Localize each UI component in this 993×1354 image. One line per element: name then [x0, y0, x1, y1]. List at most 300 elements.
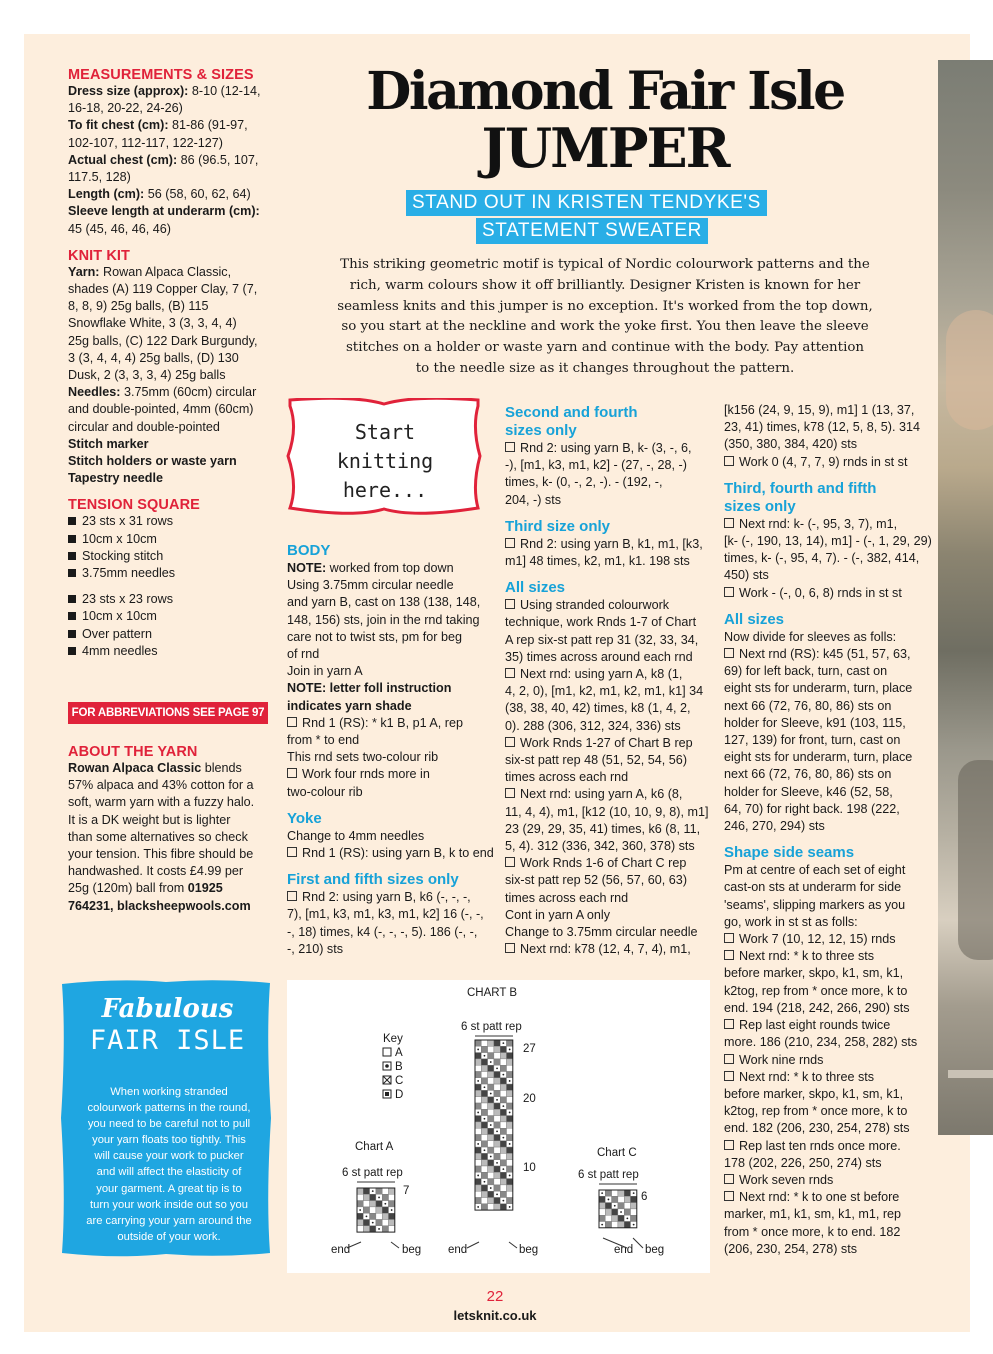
- spec-label: Rowan Alpaca Classic: [68, 761, 202, 775]
- pattern-text: 'seams', slipping markers as you: [724, 897, 906, 912]
- chart-a-row-7: 7: [403, 1185, 410, 1197]
- chart-cell: [494, 1179, 500, 1185]
- chart-cell: [599, 1209, 605, 1215]
- pattern-text: -, 18) times, k4 (-, -, -, 5). 186 (-, -,: [287, 924, 478, 939]
- pointer-line: [509, 1242, 517, 1248]
- pattern-text: Work 7 (10, 12, 12, 15) rnds: [739, 932, 896, 947]
- chart-cell: [500, 1141, 506, 1147]
- chart-cell: [507, 1090, 513, 1096]
- checkbox-step: [724, 1069, 946, 1086]
- title-line-2: JUMPER: [481, 116, 729, 180]
- pointer-line: [633, 1238, 643, 1248]
- chart-cell: [500, 1116, 506, 1122]
- chart-cell: [618, 1222, 624, 1228]
- chart-dot: [502, 1200, 504, 1202]
- tension-text: 4mm needles: [82, 643, 158, 658]
- chart-cell: [488, 1141, 494, 1147]
- spec-label: Sleeve length at underarm (cm):: [68, 204, 260, 219]
- spec-line: [68, 419, 278, 436]
- key-swatch-a: [383, 1048, 391, 1056]
- chart-cell: [507, 1135, 513, 1141]
- chart-dot: [496, 1193, 498, 1195]
- chart-cell: [488, 1179, 494, 1185]
- charts-svg: [287, 980, 710, 1273]
- chart-cell: [631, 1209, 637, 1215]
- pattern-text: 69) for left back, turn, cast on: [724, 664, 888, 679]
- pointer-line: [467, 1242, 479, 1248]
- spec-line: [68, 203, 278, 220]
- pattern-text: worked from top down: [326, 561, 454, 575]
- pattern-text: Change to 4mm needles: [287, 828, 425, 843]
- chart-cell: [500, 1046, 506, 1052]
- chart-cell: [475, 1122, 481, 1128]
- section-heading: All sizes: [724, 610, 785, 628]
- spec-label: To fit chest (cm):: [68, 118, 169, 133]
- spec-value: handwashed. It costs £4.99 per: [68, 864, 244, 879]
- chart-cell: [370, 1201, 376, 1207]
- spec-line: [68, 384, 278, 401]
- chart-cell: [612, 1196, 618, 1202]
- chart-cell: [507, 1147, 513, 1153]
- pattern-text: 450) sts: [724, 568, 769, 583]
- chart-cell: [475, 1065, 481, 1071]
- spec-value: circular and double-pointed: [68, 419, 220, 434]
- section-heading: sizes only: [724, 497, 796, 515]
- spec-value: 8-10 (12-14,: [188, 84, 261, 98]
- chart-cell: [507, 1053, 513, 1059]
- section-heading: BODY: [287, 542, 331, 559]
- pattern-text: Next rnd: * k to three sts: [739, 949, 875, 964]
- pattern-text: end. 182 (206, 230, 254, 278) sts: [724, 1121, 910, 1136]
- chart-dot: [490, 1093, 492, 1095]
- chart-dot: [502, 1168, 504, 1170]
- spec-value: 56 (58, 60, 62, 64): [144, 187, 251, 202]
- tension-item: [68, 513, 278, 530]
- bullet-square-icon: [68, 647, 76, 655]
- spec-line: [68, 152, 278, 169]
- chart-cell: [481, 1059, 487, 1065]
- section-heading: Third size only: [505, 517, 611, 535]
- knit-kit-heading: KNIT KIT: [68, 247, 131, 264]
- pattern-text: Work Rnds 1-6 of Chart C rep: [520, 856, 687, 871]
- pattern-text: [k156 (24, 9, 15, 9), m1] 1 (13, 37,: [724, 403, 915, 417]
- chart-cell: [507, 1097, 513, 1103]
- tension-group-1: [68, 513, 278, 582]
- chart-cell: [507, 1185, 513, 1191]
- bullet-square-icon: [68, 569, 76, 577]
- chart-cell: [494, 1090, 500, 1096]
- chart-cell: [488, 1172, 494, 1178]
- checkbox-icon: [505, 788, 515, 798]
- site-url: letsknit.co.uk: [453, 1308, 537, 1323]
- chart-dot: [359, 1209, 361, 1211]
- intro-line: stitches on a holder or waste yarn and continue with the body. Pay attention: [345, 340, 865, 356]
- chart-cell: [382, 1188, 388, 1194]
- chart-cell: [488, 1160, 494, 1166]
- checkbox-step: [724, 948, 946, 965]
- chart-dot: [502, 1074, 504, 1076]
- chart-cell: [507, 1116, 513, 1122]
- subtitle-line-2: STATEMENT SWEATER: [476, 218, 708, 244]
- spec-line: [68, 333, 278, 350]
- chart-c-row-6: 6: [641, 1191, 648, 1203]
- chart-cell: [481, 1204, 487, 1210]
- intro-line: This striking geometric motif is typical of Nordic colourwork patterns and the: [340, 257, 870, 272]
- spec-value: Rowan Alpaca Classic,: [99, 264, 232, 279]
- pattern-text: of rnd: [287, 647, 320, 662]
- pattern-text: 178 (202, 226, 250, 274) sts: [724, 1155, 882, 1170]
- chart-cell: [618, 1203, 624, 1209]
- chart-dot: [502, 1137, 504, 1139]
- chart-cell: [389, 1201, 395, 1207]
- chart-cell: [494, 1040, 500, 1046]
- chart-dot: [502, 1042, 504, 1044]
- spec-value: 25g balls, (C) 122 Dark Burgundy,: [68, 333, 258, 348]
- chart-a-end: end: [331, 1244, 351, 1256]
- pattern-text: 246, 270, 294) sts: [724, 819, 825, 834]
- checkbox-icon: [724, 933, 734, 943]
- chart-cell: [357, 1188, 363, 1194]
- key-dot-mark: [385, 1064, 389, 1068]
- section-heading: Second and fourth: [505, 404, 638, 421]
- chart-cell: [488, 1128, 494, 1134]
- tension-heading: TENSION SQUARE: [68, 497, 200, 514]
- pattern-text: Rnd 2: using yarn B, k- (3, -, 6,: [520, 441, 692, 455]
- tip-line: will cause your work to pucker: [94, 1150, 244, 1163]
- chart-dot: [484, 1055, 486, 1057]
- checkbox-step: [505, 440, 720, 457]
- pattern-line: [724, 879, 946, 896]
- chart-cell: [488, 1116, 494, 1122]
- key-title: Key: [383, 1033, 403, 1045]
- left-column: [68, 67, 278, 660]
- chart-c-end: end: [614, 1244, 634, 1256]
- about-yarn: [68, 744, 278, 915]
- tension-text: 23 sts x 31 rows: [82, 514, 173, 529]
- spec-value: 16-18, 20-22, 24-26): [68, 101, 183, 116]
- spec-value: and double-pointed, 4mm (60cm): [68, 402, 254, 417]
- chart-dot: [626, 1217, 628, 1219]
- model-photo: [938, 60, 993, 1135]
- chart-cell: [494, 1053, 500, 1059]
- pattern-line: [287, 629, 497, 646]
- chart-cell: [488, 1191, 494, 1197]
- chart-cell: [481, 1198, 487, 1204]
- chart-dot: [484, 1181, 486, 1183]
- spec-line: [68, 777, 278, 794]
- pattern-text: Rep last eight rounds twice: [739, 1018, 891, 1033]
- chart-cell: [481, 1135, 487, 1141]
- pattern-line: [724, 550, 946, 567]
- chart-cell: [624, 1196, 630, 1202]
- pattern-line: [505, 872, 720, 889]
- chart-cell: [481, 1122, 487, 1128]
- checkbox-icon: [724, 950, 734, 960]
- pattern-line: [724, 1224, 946, 1241]
- chart-cell: [481, 1172, 487, 1178]
- pattern-line: [287, 594, 497, 611]
- chart-cell: [475, 1053, 481, 1059]
- chart-a-title: Chart A: [355, 1141, 394, 1153]
- measurements-list: [68, 83, 278, 238]
- pattern-line: [287, 560, 497, 577]
- pattern-line: [724, 784, 946, 801]
- chart-cell: [488, 1053, 494, 1059]
- key-label-d: D: [395, 1089, 404, 1101]
- checkbox-icon: [724, 1140, 734, 1150]
- pattern-text: Rnd 1 (RS): * k1 B, p1 A, rep: [302, 715, 463, 730]
- chart-cell: [481, 1078, 487, 1084]
- pattern-line: [505, 752, 720, 769]
- start-line-1: Start: [354, 420, 416, 444]
- chart-dot: [509, 1080, 511, 1082]
- pattern-line: [724, 663, 946, 680]
- chart-dot: [509, 1049, 511, 1051]
- checkbox-icon: [505, 737, 515, 747]
- chart-b-row-20: 20: [523, 1093, 536, 1105]
- pattern-line: [505, 838, 720, 855]
- chart-cell: [475, 1153, 481, 1159]
- chart-cell: [500, 1078, 506, 1084]
- section-heading: Third, fourth and fifth: [724, 479, 877, 497]
- chart-cell: [363, 1188, 369, 1194]
- chart-cell: [357, 1226, 363, 1232]
- pattern-line: [505, 821, 720, 838]
- pattern-text: (38, 38, 40, 42) times, k8 (1, 4, 2,: [505, 701, 691, 716]
- chart-dot: [384, 1203, 386, 1205]
- tip-line: turn your work inside out so you: [90, 1198, 248, 1211]
- tension-item: [68, 643, 278, 660]
- tension-text: Stocking stitch: [82, 548, 164, 563]
- pattern-text: Next rnd: using yarn A, k8 (1,: [520, 667, 683, 682]
- chart-cell: [494, 1103, 500, 1109]
- shaping-column: [724, 402, 946, 1258]
- chart-cell: [488, 1046, 494, 1052]
- checkbox-step: [287, 889, 497, 906]
- chart-cell: [389, 1194, 395, 1200]
- fair-isle-tip-text: [84, 1084, 254, 1245]
- pattern-text: times, k- (0, -, 2, -). - (192, -,: [505, 475, 663, 490]
- pattern-line: [724, 732, 946, 749]
- chart-cell: [494, 1078, 500, 1084]
- chart-cell: [389, 1220, 395, 1226]
- chart-cell: [481, 1109, 487, 1115]
- spec-value: 81-86 (91-97,: [168, 118, 248, 133]
- chart-cell: [376, 1201, 382, 1207]
- chart-cell: [481, 1097, 487, 1103]
- chart-cell: [605, 1203, 611, 1209]
- chart-dot: [509, 1112, 511, 1114]
- chart-cell: [605, 1215, 611, 1221]
- pattern-line: [724, 862, 946, 879]
- chart-cell: [507, 1128, 513, 1134]
- chart-cell: [494, 1059, 500, 1065]
- pattern-text: from * to end: [287, 733, 360, 748]
- pattern-line: [505, 907, 720, 924]
- checkbox-step: [724, 1017, 946, 1034]
- chart-cell: [599, 1215, 605, 1221]
- tip-line: your yarn floats too tightly. This: [92, 1134, 246, 1147]
- pattern-line: [505, 457, 720, 474]
- chart-dot: [509, 1206, 511, 1208]
- chart-cell: [475, 1160, 481, 1166]
- key-fill-mark: [385, 1092, 389, 1096]
- checkbox-icon: [287, 847, 297, 857]
- chart-a-grid: [357, 1188, 395, 1232]
- chart-cell: [488, 1097, 494, 1103]
- checkbox-step: [505, 597, 720, 614]
- checkbox-step: [505, 536, 720, 553]
- spec-line: [68, 350, 278, 367]
- body-column: [287, 542, 497, 958]
- chart-dot: [509, 1143, 511, 1145]
- chart-cell: [475, 1179, 481, 1185]
- pattern-text: -, 210) sts: [287, 941, 343, 956]
- key-label-a: A: [395, 1047, 403, 1059]
- chart-cell: [507, 1072, 513, 1078]
- chart-cell: [507, 1040, 513, 1046]
- chart-cell: [475, 1072, 481, 1078]
- pattern-text: 64, 70) for right back. 198 (222,: [724, 801, 900, 816]
- chart-cell: [488, 1103, 494, 1109]
- chart-cell: [599, 1196, 605, 1202]
- spec-value: than some alternatives so check: [68, 829, 248, 844]
- chart-dot: [484, 1149, 486, 1151]
- chart-cell: [488, 1166, 494, 1172]
- pattern-text: Rep last ten rnds once more.: [739, 1138, 901, 1153]
- spec-label: Length (cm):: [68, 187, 145, 202]
- chart-dot: [490, 1187, 492, 1189]
- tip-line: are carrying your yarn around the: [86, 1214, 252, 1227]
- chart-cell: [507, 1122, 513, 1128]
- chart-cell: [363, 1226, 369, 1232]
- tension-text: Over pattern: [82, 626, 152, 641]
- chart-c-title: Chart C: [597, 1147, 637, 1159]
- tip-line: colourwork patterns in the round,: [87, 1102, 251, 1115]
- chart-cell: [494, 1072, 500, 1078]
- pattern-line: [724, 436, 946, 453]
- chart-b-row-27: 27: [523, 1043, 536, 1055]
- chart-cell: [488, 1078, 494, 1084]
- pattern-text: Next rnd: * k to one st before: [739, 1190, 900, 1205]
- spec-label: Yarn:: [68, 264, 100, 279]
- page-number: 22: [486, 1288, 504, 1305]
- pattern-line: [505, 649, 720, 666]
- checkbox-step: [505, 855, 720, 872]
- chart-dot: [633, 1192, 635, 1194]
- chart-cell: [481, 1128, 487, 1134]
- chart-cell: [481, 1160, 487, 1166]
- chart-cell: [382, 1226, 388, 1232]
- chart-cell: [494, 1122, 500, 1128]
- spec-label: Stitch holders or waste yarn: [68, 454, 237, 469]
- chart-cell: [494, 1172, 500, 1178]
- chart-cell: [481, 1072, 487, 1078]
- pattern-line: [505, 632, 720, 649]
- chart-panel-title: CHART B: [467, 987, 518, 999]
- pattern-line: [724, 1206, 946, 1223]
- chart-cell: [376, 1220, 382, 1226]
- bullet-square-icon: [68, 552, 76, 560]
- spec-line: [68, 117, 278, 134]
- pattern-text: Work four rnds more in: [302, 767, 430, 782]
- spec-line: [68, 880, 278, 897]
- pattern-line: [724, 766, 946, 783]
- chart-dot: [477, 1112, 479, 1114]
- phone-number: 01925: [187, 881, 223, 896]
- pattern-line: [724, 533, 946, 550]
- tension-item: [68, 548, 278, 565]
- chart-cell: [363, 1207, 369, 1213]
- pattern-line: [724, 567, 946, 584]
- section-heading: All sizes: [505, 579, 566, 597]
- pattern-line: [505, 683, 720, 700]
- chart-cell: [494, 1046, 500, 1052]
- chart-cell: [500, 1084, 506, 1090]
- chart-cell: [357, 1201, 363, 1207]
- pattern-line: [724, 715, 946, 732]
- tension-text: 3.75mm needles: [82, 566, 176, 581]
- chart-cell: [363, 1201, 369, 1207]
- pattern-text: next 66 (72, 76, 80, 86) sts on: [724, 767, 892, 782]
- pattern-text: before marker, skpo, k1, sm, k1,: [724, 966, 904, 981]
- pattern-text: and yarn B, cast on 138 (138, 148,: [287, 595, 481, 610]
- chart-cell: [494, 1166, 500, 1172]
- chart-dot: [496, 1130, 498, 1132]
- chart-cell: [507, 1084, 513, 1090]
- pattern-text: technique, work Rnds 1-7 of Chart: [505, 615, 697, 630]
- pattern-line: [287, 749, 497, 766]
- spec-line: [68, 812, 278, 829]
- pattern-line: [724, 897, 946, 914]
- section-heading: Shape side seams: [724, 844, 855, 862]
- chart-cell: [363, 1220, 369, 1226]
- chart-cell: [475, 1097, 481, 1103]
- chart-b-end: end: [448, 1244, 468, 1256]
- chart-cell: [481, 1141, 487, 1147]
- chart-cell: [500, 1059, 506, 1065]
- chart-dot: [477, 1175, 479, 1177]
- chart-cell: [488, 1135, 494, 1141]
- pattern-line: [287, 732, 497, 749]
- checkbox-step: [505, 786, 720, 803]
- chart-c-beg: beg: [645, 1244, 665, 1256]
- chart-cell: [631, 1215, 637, 1221]
- pattern-line: [287, 828, 497, 845]
- chart-cell: [500, 1185, 506, 1191]
- intro-line: so you start at the neckline and work the yoke first. You then leave the sleeve: [341, 319, 869, 335]
- chart-cell: [481, 1046, 487, 1052]
- chart-cell: [357, 1220, 363, 1226]
- chart-cell: [357, 1213, 363, 1219]
- bullet-square-icon: [68, 630, 76, 638]
- chart-cell: [599, 1203, 605, 1209]
- note-label: indicates yarn shade: [287, 698, 412, 713]
- pattern-text: six-st patt rep 48 (51, 52, 54, 56): [505, 753, 688, 768]
- pattern-text: Rnd 2: using yarn B, k1, m1, [k3,: [520, 536, 703, 551]
- chart-cell: [370, 1226, 376, 1232]
- pattern-text: Now divide for sleeves as folls:: [724, 629, 897, 644]
- chart-cell: [382, 1207, 388, 1213]
- chart-dot: [490, 1124, 492, 1126]
- spec-line: [68, 794, 278, 811]
- section-heading: First and fifth sizes only: [287, 871, 459, 889]
- chart-cell: [376, 1188, 382, 1194]
- pattern-line: [724, 1086, 946, 1103]
- chart-cell: [389, 1226, 395, 1232]
- spec-line: [68, 298, 278, 315]
- pattern-text: Next rnd: k- (-, 95, 3, 7), m1,: [739, 516, 898, 531]
